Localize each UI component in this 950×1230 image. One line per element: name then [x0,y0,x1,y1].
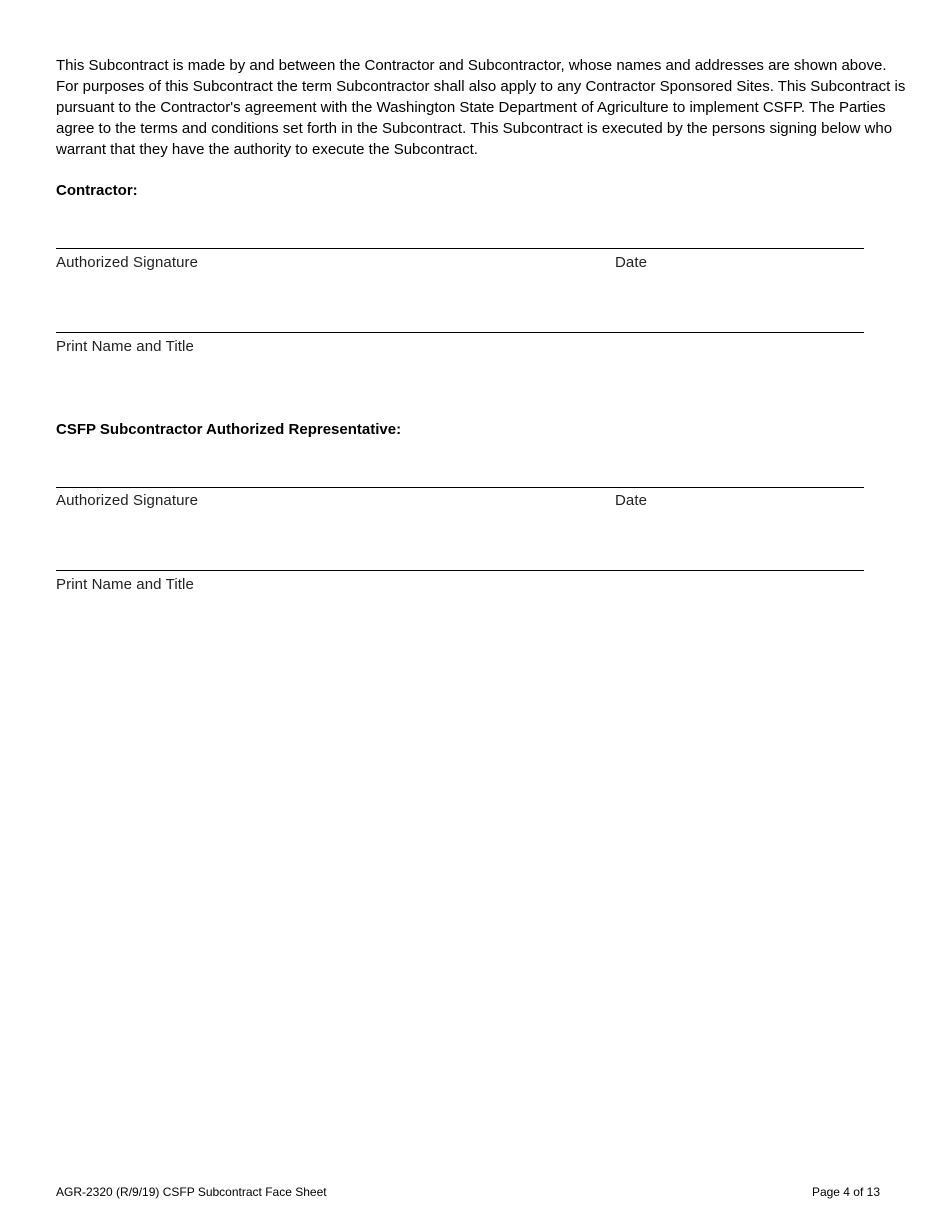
contractor-signature-line[interactable] [56,248,864,249]
footer-page-number: Page 4 of 13 [811,1185,880,1199]
subcontractor-print-name-line[interactable] [56,570,864,571]
subcontractor-date-label: Date [615,492,648,509]
subcontractor-print-name-label: Print Name and Title [56,576,194,593]
intro-paragraph: This Subcontract is made by and between the Contractor and Subcontractor, whose names and addresses are shown above. For purposes of this Subcontract the term Subcontractor shall also apply to any Contractor Sponsored Sites. This Subcontract is pursuant to the Contractor's agreement with the Washington State Department of Agriculture to implement CSFP. The Parties agree to the terms and conditions set forth in the Subcontract. This Subcontract is executed by the persons signing below who warrant that they have the authority to execute the Subcontract. [56,57,906,158]
contractor-heading: Contractor: [56,182,138,199]
contractor-date-label: Date [615,254,648,271]
footer-form-id: AGR-2320 (R/9/19) CSFP Subcontract Face Sheet [56,1185,327,1199]
contractor-print-name-label: Print Name and Title [56,338,194,355]
contractor-print-name-line[interactable] [56,332,864,333]
contractor-signature-label: Authorized Signature [56,254,199,271]
subcontractor-signature-line[interactable] [56,487,864,488]
subcontractor-heading: CSFP Subcontractor Authorized Representative: [56,421,402,438]
subcontractor-signature-label: Authorized Signature [56,492,199,509]
